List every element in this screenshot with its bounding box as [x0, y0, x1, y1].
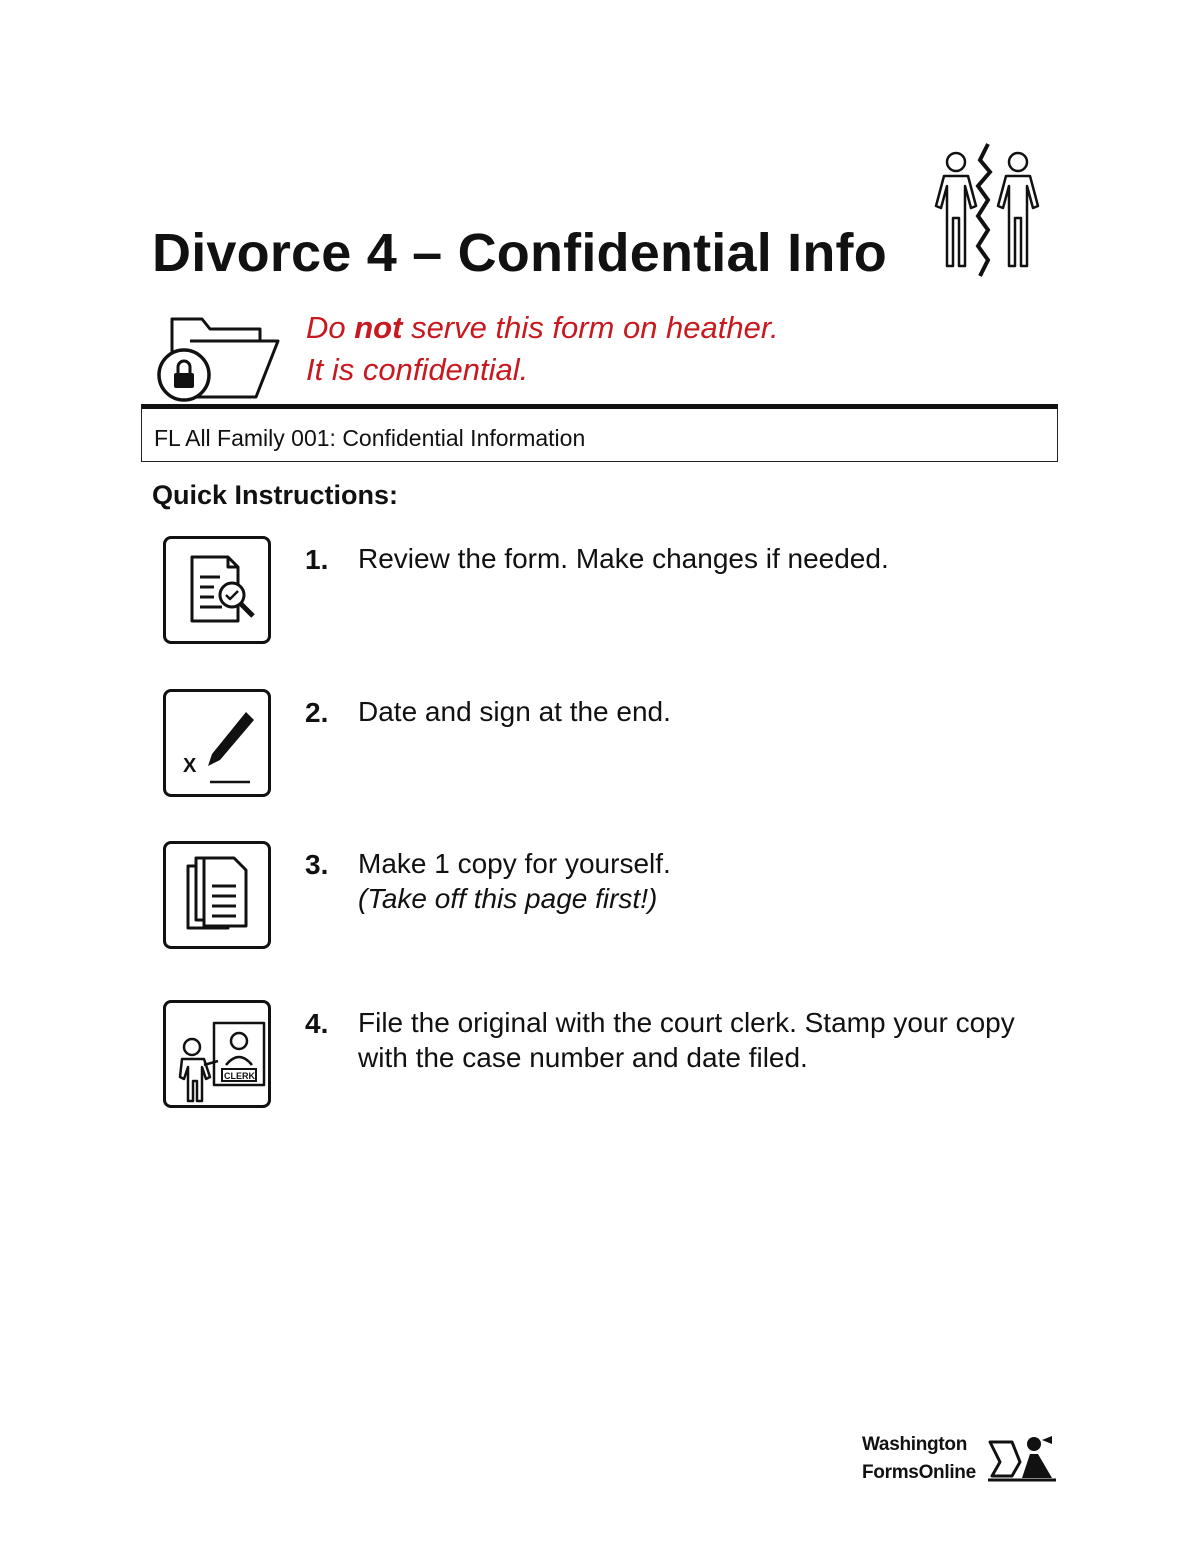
step-2-icon-box	[163, 689, 271, 797]
step-2-text: Date and sign at the end.	[358, 696, 671, 727]
step-3-text: Make 1 copy for yourself. (Take off this page first!)	[358, 846, 1058, 916]
step-3-icon-box	[163, 841, 271, 949]
form-name-box	[141, 404, 1058, 462]
warning-line-2: It is confidential.	[306, 352, 529, 387]
step-4-number: 4.	[305, 1008, 329, 1039]
step-4-text: File the original with the court clerk. Stamp your copy with the case number and date filed.	[358, 1007, 1015, 1073]
step-3-number: 3.	[305, 849, 329, 880]
pen-signature-icon	[166, 692, 268, 794]
clerk-label: CLERK	[224, 1071, 255, 1081]
svg-text:X: X	[183, 755, 197, 777]
step-1-text: Review the form. Make changes if needed.	[358, 543, 889, 574]
court-clerk-icon	[166, 1003, 268, 1105]
locked-folder-icon	[150, 305, 282, 405]
step-3-note: (Take off this page first!)	[358, 883, 658, 914]
step-1-number: 1.	[305, 544, 329, 575]
logo-line-2: FormsOnline	[862, 1462, 976, 1483]
person-laptop-icon	[986, 1434, 1060, 1486]
page-title: Divorce 4 – Confidential Info	[152, 223, 887, 283]
warning-emphasis: not	[354, 310, 403, 345]
broken-couple-icon	[922, 142, 1052, 284]
document-magnifier-icon	[166, 539, 268, 641]
step-4-icon-box	[163, 1000, 271, 1108]
copies-icon	[166, 844, 268, 946]
form-name: FL All Family 001: Confidential Information	[154, 425, 586, 451]
warning-line-1: Do not serve this form on heather.	[306, 310, 779, 345]
washington-forms-online-logo	[862, 1432, 1062, 1490]
logo-line-1: Washington	[862, 1434, 967, 1455]
step-2-number: 2.	[305, 697, 329, 728]
instructions-heading: Quick Instructions:	[152, 480, 399, 510]
step-1-icon-box	[163, 536, 271, 644]
